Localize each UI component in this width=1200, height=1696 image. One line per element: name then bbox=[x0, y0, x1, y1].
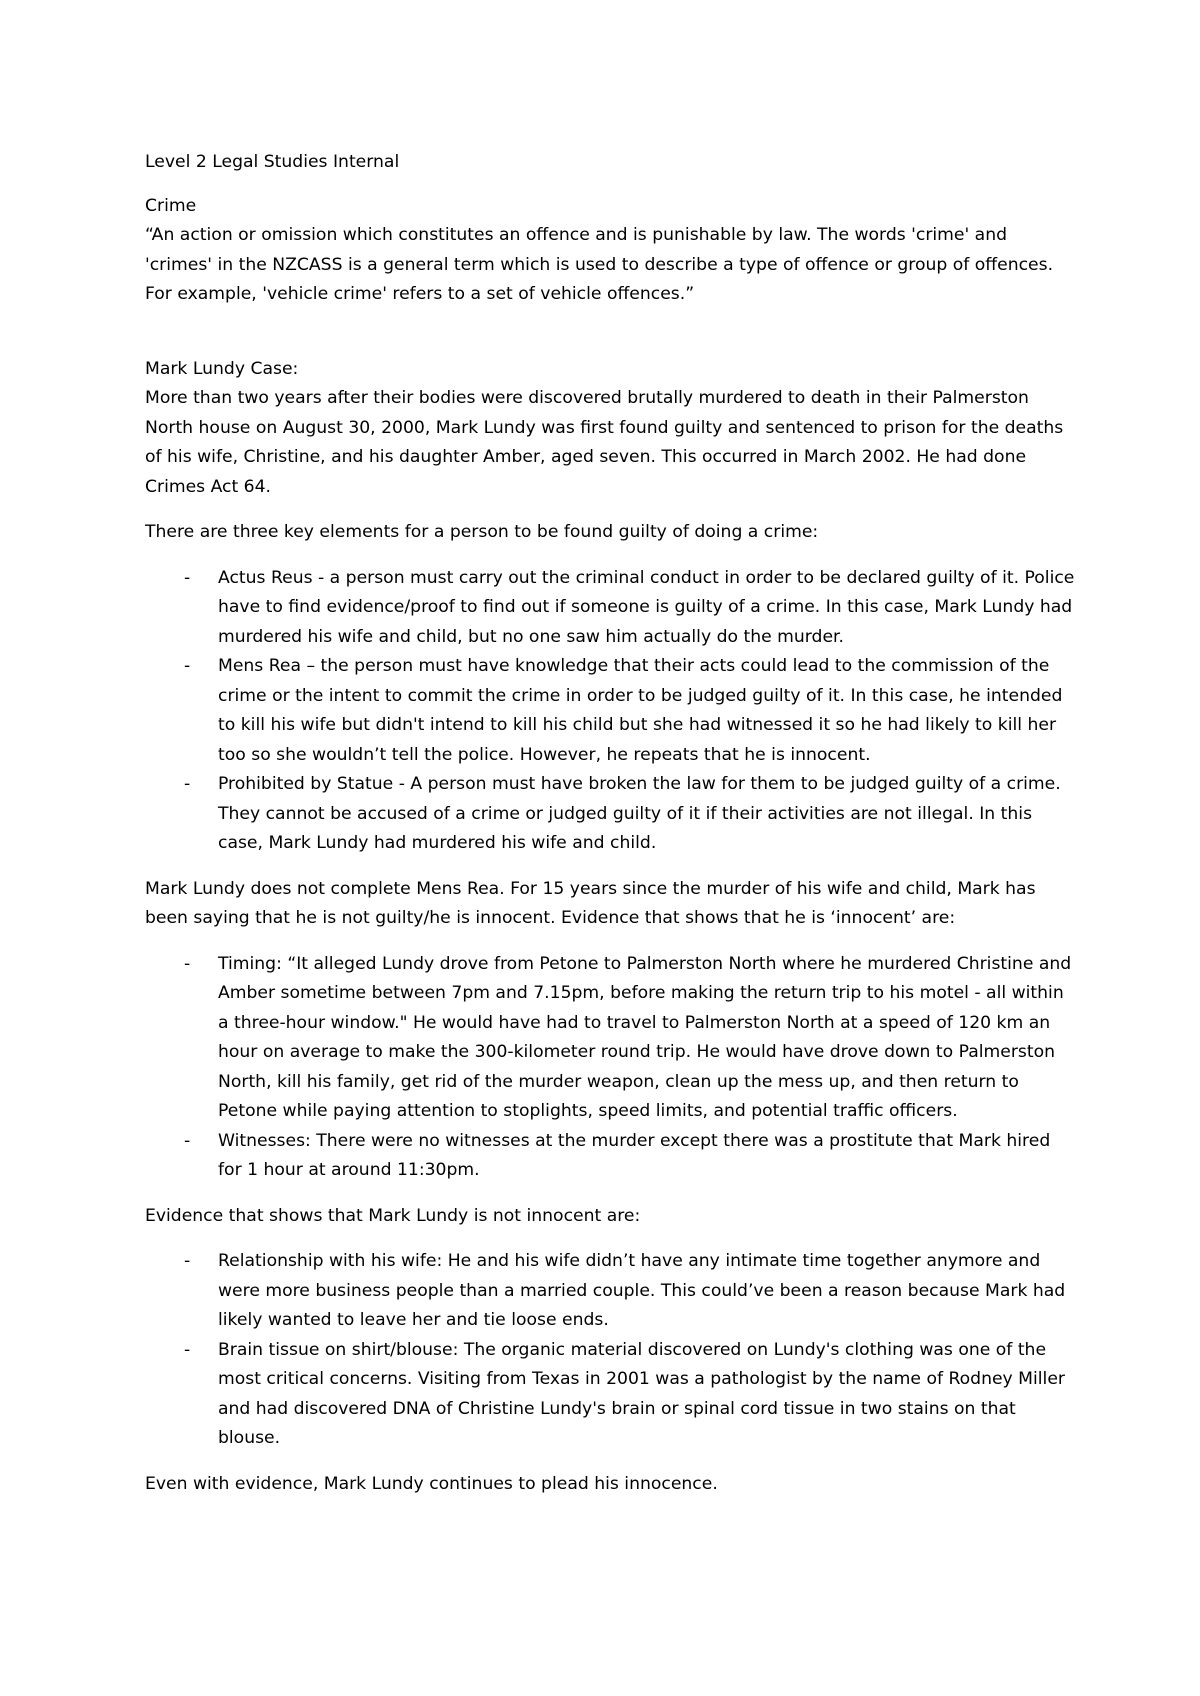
list-item-text: Brain tissue on shirt/blouse: The organic material discovered on Lundy's clothing was one of the most critical concerns. Visiting from Texas in 2001 was a pathologist by the name of Rodney Miller and had discovered DNA of Christine Lundy's brain or spinal cord tissue in two stains on that blouse. bbox=[218, 1339, 1065, 1448]
list-item bbox=[145, 1247, 1075, 1336]
innocent-evidence-list bbox=[145, 950, 1075, 1186]
bullet-dash: - bbox=[184, 953, 191, 974]
case-heading: Mark Lundy Case: bbox=[145, 358, 299, 379]
document-page bbox=[145, 148, 1075, 1499]
elements-list bbox=[145, 564, 1075, 859]
innocent-intro: Mark Lundy does not complete Mens Rea. For 15 years since the murder of his wife and child, Mark has been saying that he is not guilty/he is innocent. Evidence that shows that he is ‘innocent’ are: bbox=[145, 878, 1036, 928]
list-item-text: Mens Rea – the person must have knowledge that their acts could lead to the commission of the crime or the intent to commit the crime in order to be judged guilty of it. In this case, he intended to kill his wife but didn't intend to kill his child but she had witnessed it so he had likely to kill her too so she wouldn’t tell the police. However, he repeats that he is innocent. bbox=[218, 656, 1063, 765]
list-item-text: Prohibited by Statue - A person must have broken the law for them to be judged guilty of a crime. They cannot be accused of a crime or judged guilty of it if their activities are not illegal. In this case, Mark Lundy had murdered his wife and child. bbox=[218, 774, 1061, 853]
list-item-text: Actus Reus - a person must carry out the criminal conduct in order to be declared guilty of it. Police have to find evidence/proof to find out if someone is guilty of a crime. In this case, Mark Lundy had murdered his wife and child, but no one saw him actually do the murder. bbox=[218, 567, 1075, 647]
bullet-dash: - bbox=[184, 656, 191, 676]
bullet-dash: - bbox=[184, 1251, 191, 1271]
bullet-dash: - bbox=[184, 1339, 191, 1360]
conclusion: Even with evidence, Mark Lundy continues to plead his innocence. bbox=[145, 1473, 718, 1494]
bullet-dash: - bbox=[184, 1130, 191, 1151]
list-item bbox=[145, 770, 1075, 859]
list-item bbox=[145, 1336, 1075, 1454]
list-item bbox=[145, 950, 1075, 1127]
case-summary: More than two years after their bodies were discovered brutally murdered to death in their Palmerston North house on August 30, 2000, Mark Lundy was first found guilty and sentenced to prison for the deaths of his wife, Christine, and his daughter Amber, aged seven. This occurred in March 2002. He had done Crimes Act 64. bbox=[145, 388, 1064, 497]
list-item-text: Witnesses: There were no witnesses at the murder except there was a prostitute that Mark hired for 1 hour at around 11:30pm. bbox=[218, 1130, 1051, 1180]
list-item-text: Timing: “It alleged Lundy drove from Petone to Palmerston North where he murdered Christine and Amber sometime between 7pm and 7.15pm, before making the return trip to his motel - all within a three-hour window." He would have had to travel to Palmerston North at a speed of 120 km an hour on average to make the 300-kilometer round trip. He would have drove down to Palmerston North, kill his family, get rid of the murder weapon, clean up the mess up, and then return to Petone while paying attention to stoplights, speed limits, and potential traffic officers. bbox=[218, 953, 1072, 1121]
list-item bbox=[145, 564, 1075, 653]
guilty-intro: Evidence that shows that Mark Lundy is not innocent are: bbox=[145, 1205, 641, 1226]
crime-heading: Crime bbox=[145, 195, 197, 216]
list-item-text: Relationship with his wife: He and his wife didn’t have any intimate time together anymore and were more business people than a married couple. This could’ve been a reason because Mark had likely wanted to leave her and tie loose ends. bbox=[218, 1251, 1066, 1330]
list-item bbox=[145, 652, 1075, 770]
elements-intro: There are three key elements for a person to be found guilty of doing a crime: bbox=[145, 522, 819, 542]
bullet-dash: - bbox=[184, 774, 191, 794]
bullet-dash: - bbox=[184, 567, 191, 588]
document-title: Level 2 Legal Studies Internal bbox=[145, 152, 400, 172]
list-item bbox=[145, 1127, 1075, 1186]
guilty-evidence-list bbox=[145, 1247, 1075, 1454]
crime-definition: “An action or omission which constitutes an offence and is punishable by law. The words 'crime' and 'crimes' in the NZCASS is a general term which is used to describe a type of offence or group of offences. For example, 'vehicle crime' refers to a set of vehicle offences.” bbox=[145, 225, 1054, 304]
